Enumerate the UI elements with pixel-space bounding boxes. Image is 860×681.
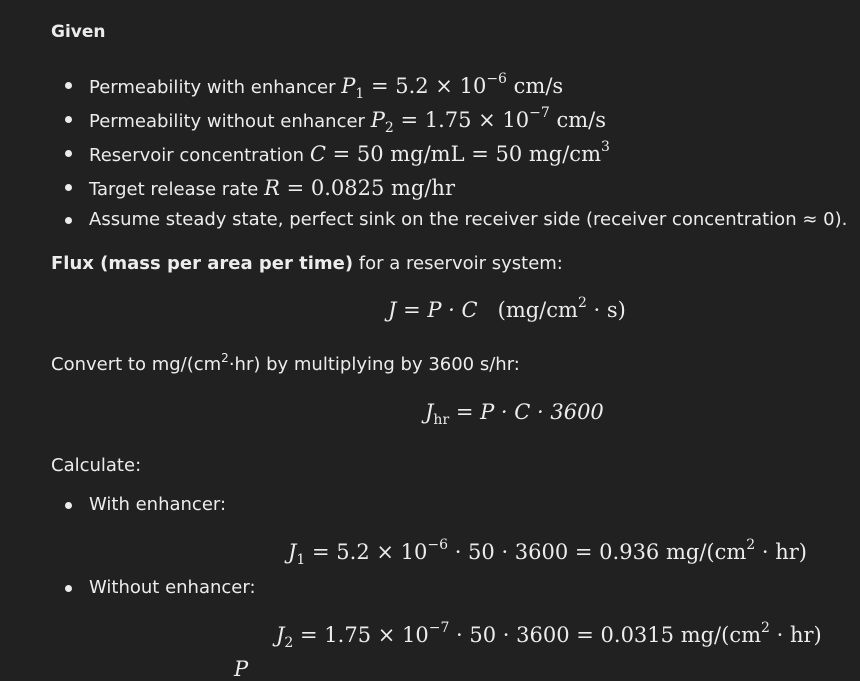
given-heading: Given (51, 22, 106, 42)
j2-mid: = 1.75 × 10 (300, 623, 429, 647)
flux-intro-rest: for a reservoir system: (353, 253, 563, 274)
convert-pre: Convert to mg/(cm (51, 354, 222, 375)
p1-exp: −6 (486, 71, 507, 87)
convert-exp: 2 (221, 351, 229, 365)
bullet-dot (65, 150, 72, 157)
r-eq: = 0.0825 mg/hr (286, 176, 455, 200)
j1-equation (288, 537, 807, 568)
p1-math (341, 71, 564, 102)
given-item-p2 (89, 105, 607, 136)
p2-label: Permeability without enhancer (89, 111, 365, 132)
j2-exp: −7 (428, 620, 450, 636)
j1-sub: 1 (296, 552, 306, 568)
p1-eq: = 5.2 × 10 (370, 74, 487, 98)
r-var: R (264, 176, 280, 200)
p2-var: P (370, 108, 385, 132)
given-item-r (89, 176, 455, 200)
c-label: Reservoir concentration (89, 145, 305, 166)
jhr-sub: hr (433, 412, 450, 428)
j1-var: J (288, 540, 297, 564)
flux-eq-unit-post: · s) (586, 298, 626, 322)
bullet-dot (65, 82, 72, 89)
j1-unit-exp: 2 (746, 537, 756, 553)
cutoff-glyph: P (234, 657, 249, 681)
j1-end: · hr) (755, 540, 807, 564)
j2-unit-exp: 2 (761, 620, 770, 636)
flux-eq-lhs: J = P · C (388, 298, 478, 322)
bullet-dot (65, 184, 72, 191)
c-var: C (309, 142, 326, 166)
j1-rest: · 50 · 3600 = 0.936 mg/(cm (448, 540, 747, 564)
bullet-dot (65, 502, 72, 509)
with-enhancer-label: With enhancer: (89, 494, 227, 515)
given-item-assume: Assume steady state, perfect sink on the receiver side (receiver concentration ≈ 0). (89, 209, 848, 230)
flux-equation (388, 295, 626, 322)
j2-equation (276, 620, 822, 651)
p2-sub: 2 (384, 120, 394, 136)
j2-end: · hr) (769, 623, 822, 647)
r-math (264, 176, 455, 200)
j2-rest: · 50 · 3600 = 0.0315 mg/(cm (449, 623, 761, 647)
given-item-c (89, 139, 610, 166)
flux-eq-unit-exp: 2 (577, 295, 587, 311)
p1-unit: cm/s (513, 74, 564, 98)
convert-text (51, 351, 520, 375)
j2-sub: 2 (284, 635, 294, 651)
c-eq: = 50 mg/mL = 50 mg/cm (332, 142, 601, 166)
given-item-p1 (89, 71, 564, 102)
j1-exp: −6 (427, 537, 449, 553)
flux-intro (51, 253, 563, 274)
p2-eq: = 1.75 × 10 (400, 108, 530, 132)
p1-label: Permeability with enhancer (89, 77, 336, 98)
j1-mid: = 5.2 × 10 (312, 540, 428, 564)
p2-math (370, 105, 607, 136)
j2-var: J (276, 623, 285, 647)
p1-sub: 1 (355, 86, 365, 102)
bullet-dot (65, 116, 72, 123)
p2-unit: cm/s (556, 108, 607, 132)
flux-intro-bold: Flux (mass per area per time) (51, 253, 354, 274)
convert-post: ·hr) by multiplying by 3600 s/hr: (228, 354, 520, 375)
p2-exp: −7 (529, 105, 550, 121)
r-label: Target release rate (89, 179, 259, 200)
without-enhancer-label: Without enhancer: (89, 577, 256, 598)
p1-var: P (341, 74, 356, 98)
bullet-dot (65, 585, 72, 592)
flux-eq-unit-pre: (mg/cm (497, 298, 578, 322)
c-math (309, 139, 610, 166)
bullet-dot (65, 217, 72, 224)
c-exp: 3 (600, 139, 610, 155)
calculate-label: Calculate: (51, 455, 142, 476)
jhr-rhs: = P · C · 3600 (455, 400, 604, 424)
jhr-equation (425, 400, 604, 428)
jhr-var: J (425, 400, 434, 424)
